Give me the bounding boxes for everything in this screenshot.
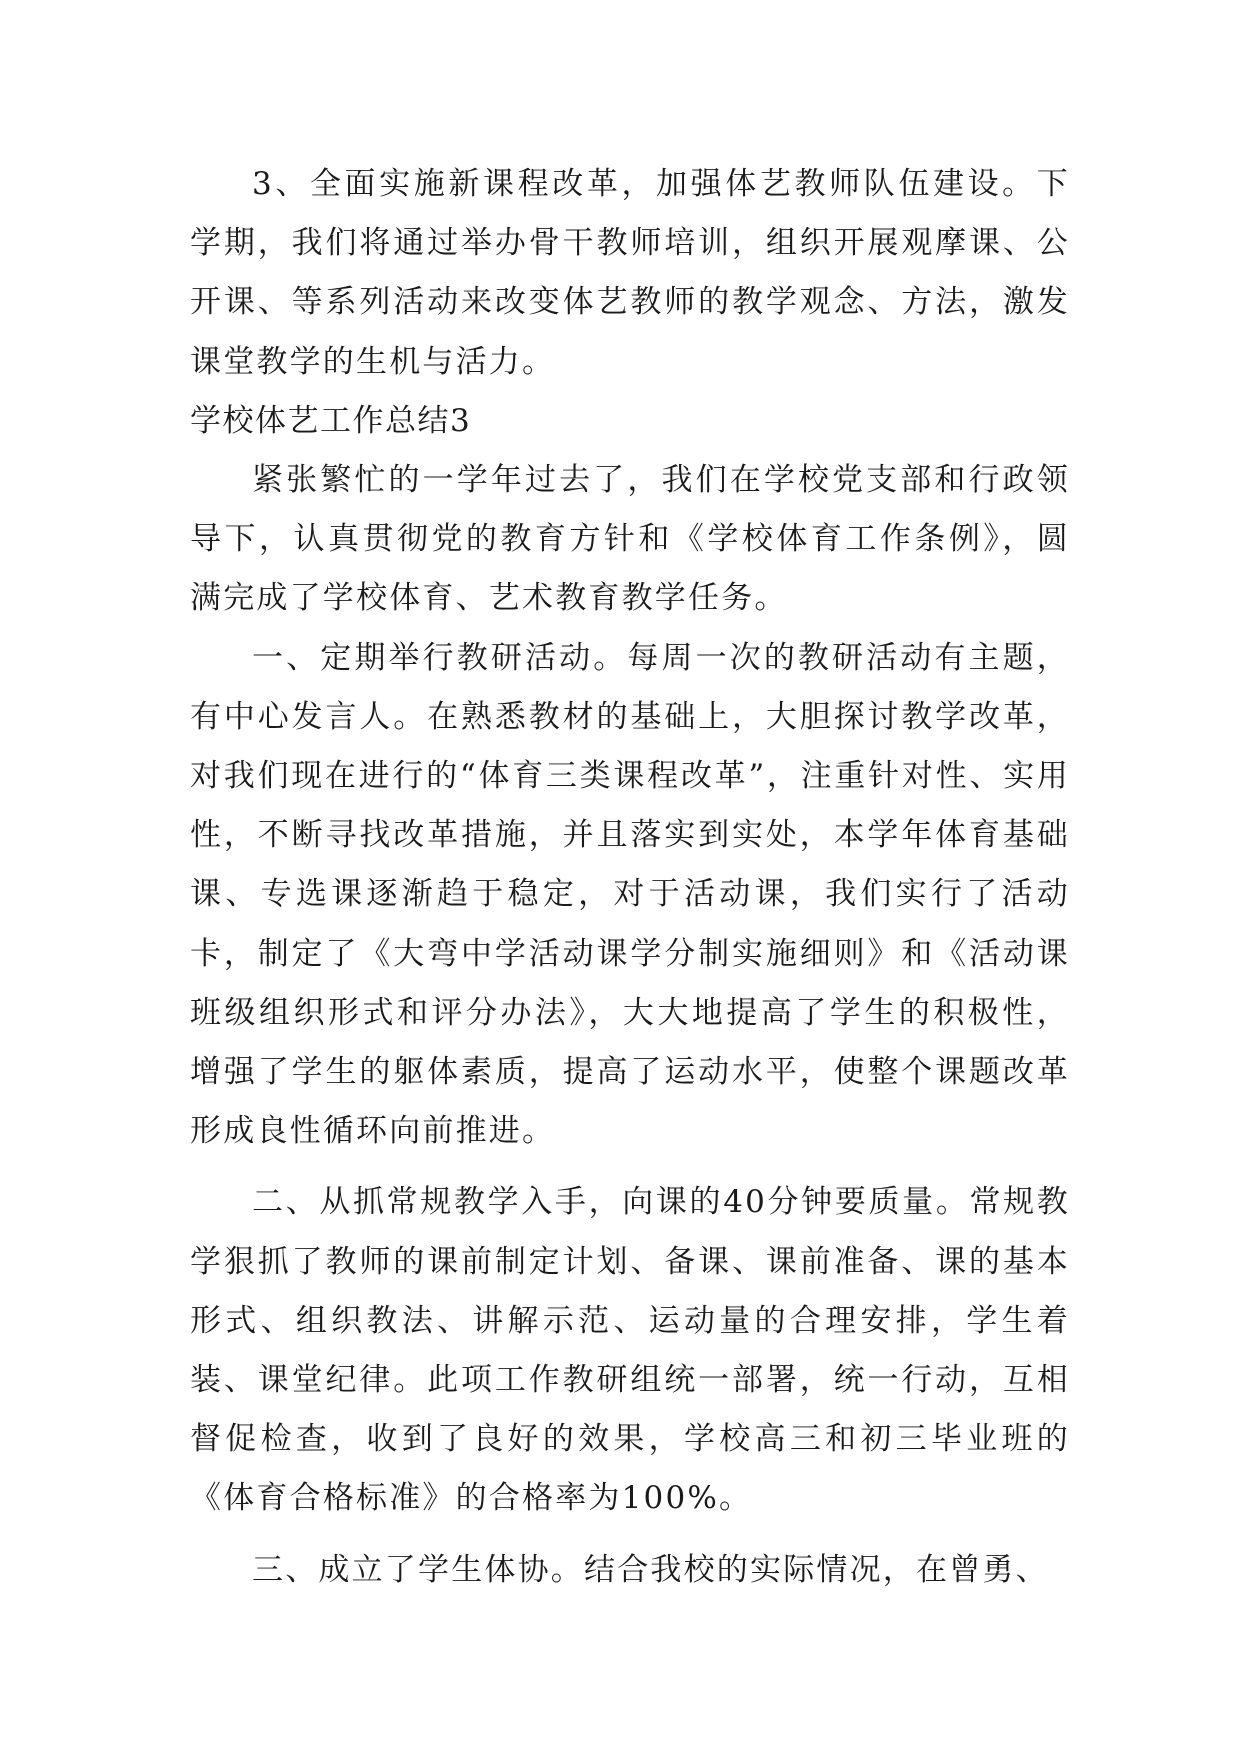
- paragraph-item-2: 二、从抓常规教学入手，向课的40分钟要质量。常规教学狠抓了教师的课前制定计划、备课、课前准备、课的基本形式、组织教法、讲解示范、运动量的合理安排，学生着装、课堂纪律。此项工作教研组统一部署，统一行动，互相督促检查，收到了良好的效果，学校高三和初三毕业班的《体育合格标准》的合格率为100%。: [190, 1184, 1070, 1517]
- paragraph-intro: 紧张繁忙的一学年过去了，我们在学校党支部和行政领导下，认真贯彻党的教育方针和《学校体育工作条例》，圆满完成了学校体育、艺术教育教学任务。: [190, 462, 1070, 617]
- paragraph-item-3: 三、成立了学生体协。结合我校的实际情况，在曾勇、: [252, 1551, 1049, 1588]
- paragraph-item-1: 一、定期举行教研活动。每周一次的教研活动有主题，有中心发言人。在熟悉教材的基础上，大胆探讨教学改革，对我们现在进行的“体育三类课程改革”，注重针对性、实用性，不断寻找改革措施，并且落实到实处，本学年体育基础课、专选课逐渐趋于稳定，对于活动课，我们实行了活动卡，制定了《大弯中学活动课学分制实施细则》和《活动课班级组织形式和评分办法》，大大地提高了学生的积极性，增强了学生的躯体素质，提高了运动水平，使整个课题改革形成良性循环向前推进。: [190, 639, 1070, 1150]
- section-heading: 学校体艺工作总结3: [190, 402, 472, 439]
- paragraph-curriculum-reform: 3、全面实施新课程改革，加强体艺教师队伍建设。下学期，我们将通过举办骨干教师培训，组织开展观摩课、公开课、等系列活动来改变体艺教师的教学观念、方法，激发课堂教学的生机与活力。: [190, 166, 1070, 380]
- document-body: [190, 155, 1070, 1600]
